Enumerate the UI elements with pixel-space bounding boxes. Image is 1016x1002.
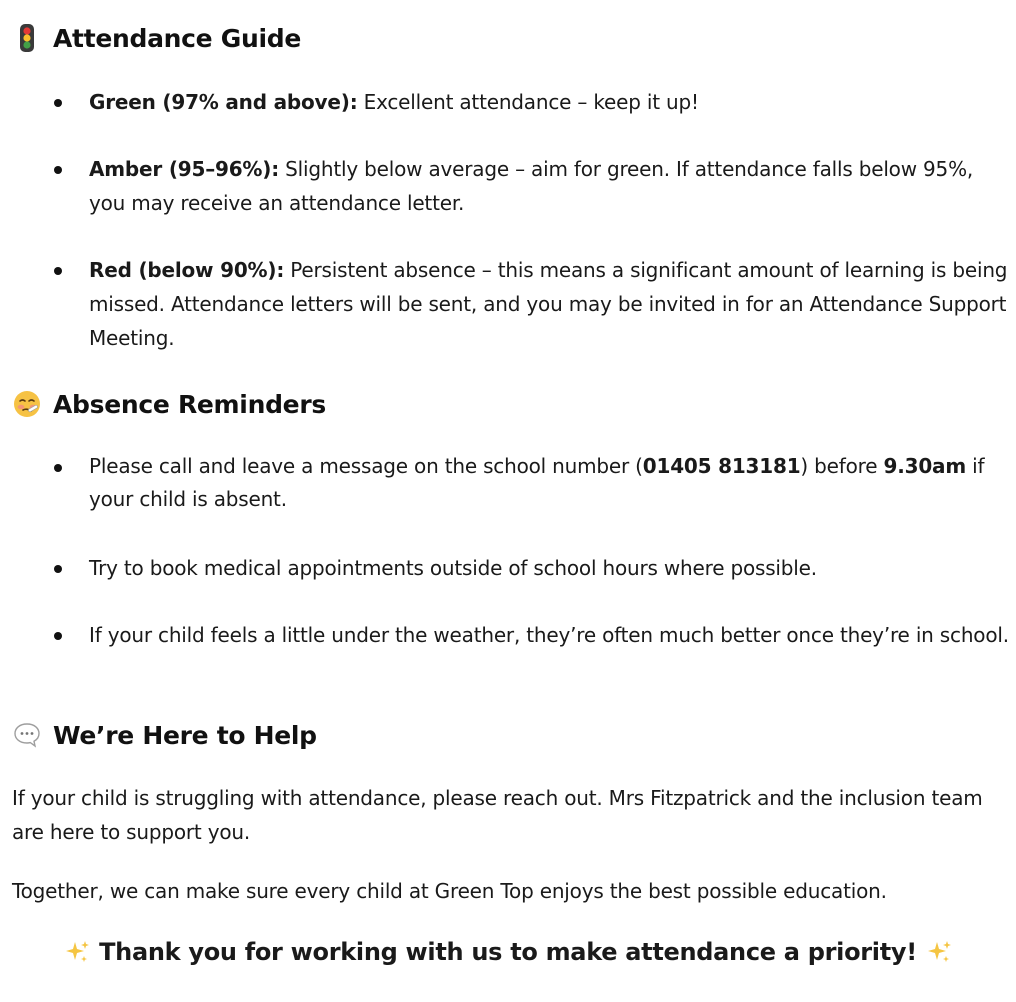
bullet-dot	[54, 99, 62, 107]
attendance-guide-list	[12, 85, 1010, 119]
medical-text: Try to book medical appointments outside of school hours where possible.	[89, 556, 817, 580]
bullet-dot	[54, 565, 62, 573]
help-paragraph-2: Together, we can make sure every child at Green Top enjoys the best possible education.	[12, 879, 887, 903]
list-item-call-school	[12, 450, 1010, 516]
help-paragraph-1: If your child is struggling with attendance, please reach out. Mrs Fitzpatrick and the inclusion team are here to support you.	[12, 786, 983, 844]
absence-reminders-list-3	[12, 618, 1010, 652]
attendance-guide-list-amber	[12, 152, 1010, 220]
amber-text: Slightly below average – aim for green. If attendance falls below 95%, you may receive an attendance letter.	[89, 157, 974, 215]
sick-face-icon	[12, 389, 42, 419]
attendance-guide-title: Attendance Guide	[53, 23, 301, 53]
absence-reminders-heading	[12, 384, 326, 424]
bullet-dot	[54, 166, 62, 174]
red-label: Red (below 90%):	[89, 258, 285, 282]
list-item-medical	[12, 551, 1010, 585]
list-item-green	[12, 85, 1010, 119]
call-pre: Please call and leave a message on the school number (	[89, 454, 643, 478]
call-mid: ) before	[800, 454, 884, 478]
absence-reminders-list-2	[12, 551, 1010, 585]
absence-reminders-title: Absence Reminders	[53, 389, 326, 419]
list-item-red	[12, 253, 1010, 355]
bullet-dot	[54, 267, 62, 275]
help-title: We’re Here to Help	[53, 720, 317, 750]
amber-label: Amber (95–96%):	[89, 157, 280, 181]
attendance-guide-list-red	[12, 253, 1010, 355]
bullet-dot	[54, 632, 62, 640]
list-item-amber	[12, 152, 1010, 220]
traffic-light-icon	[12, 23, 42, 53]
weather-text: If your child feels a little under the weather, they’re often much better once they’re in school.	[89, 623, 1009, 647]
closing-message	[0, 932, 1016, 972]
closing-text: Thank you for working with us to make attendance a priority!	[99, 938, 917, 966]
bullet-dot	[54, 464, 62, 472]
school-phone-number: 01405 813181	[642, 454, 801, 478]
help-heading	[12, 715, 317, 755]
green-label: Green (97% and above):	[89, 90, 358, 114]
sparkles-icon	[63, 938, 91, 966]
list-item-weather	[12, 618, 1010, 652]
green-text: Excellent attendance – keep it up!	[357, 90, 699, 114]
attendance-guide-heading	[12, 18, 301, 58]
absence-reminders-list-1	[12, 450, 1010, 516]
call-deadline: 9.30am	[883, 454, 966, 478]
call-post: if your child is absent.	[89, 454, 985, 511]
speech-bubble-icon	[12, 720, 42, 750]
red-text: Persistent absence – this means a significant amount of learning is being missed. Attendance letters will be sent, and you may be invited in for an Attendance Support Meeting.	[89, 258, 1008, 350]
sparkles-icon	[925, 938, 953, 966]
